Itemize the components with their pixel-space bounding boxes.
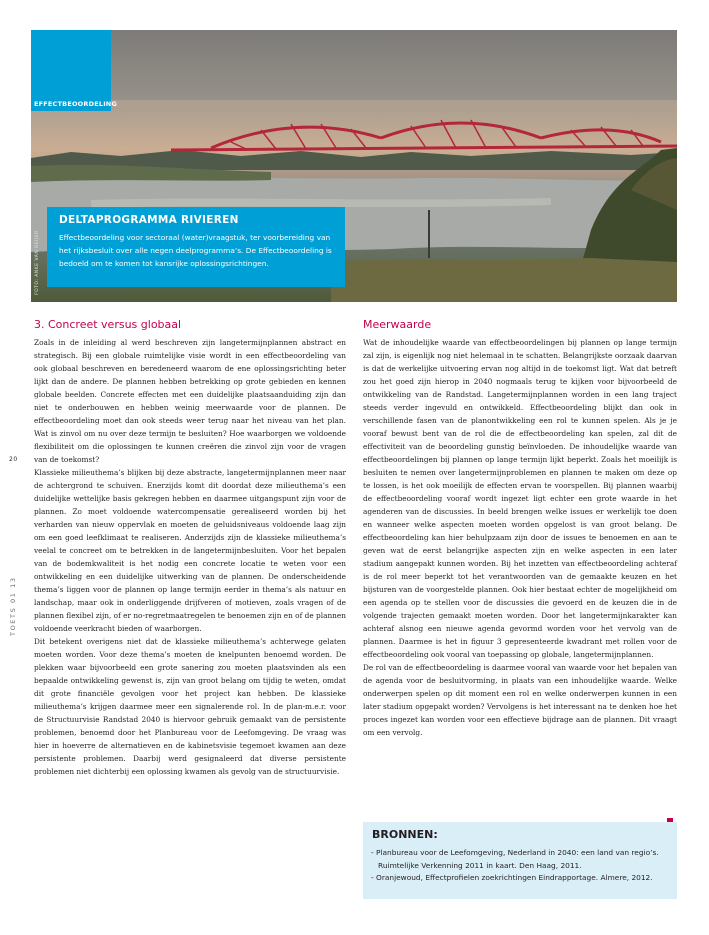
source-item: - Oranjewoud, Effectprofielen zoekrichtingen Eindrapportage. Almere, 2012. [371,873,653,882]
sources-list [371,847,673,885]
infobox-text [59,231,341,270]
right-column-body [363,336,677,739]
infobox-title: DELTAPROGRAMMA RIVIEREN [59,214,239,226]
infobox-line: bedoeld om te komen tot kansrijke oplossingsrichtingen. [59,259,269,268]
sources-box [363,822,677,899]
right-column-heading: Meerwaarde [363,318,432,331]
photo-credit-text: FOTO: ANKE VAN REIJER [35,230,40,295]
body-paragraph: De rol van de effectbeoordeling is daarmee vooral van waarde voor het bepalen van de agenda voor de besluitvorming, in plaats van een inhoudelijke waarde. Welke onderwerpen spelen op dit moment een rol en welke onderwerpen kunnen in een later stadium opgepakt worden? Vervolgens is het interessant na te denken hoe het proces ingezet kan worden voor een effectieve bijdrage aan de plannen. Dit vraagt om een vervolg. [363,663,677,737]
page-number: 20 [9,456,18,463]
infobox-line: het rijksbesluit over alle negen deelprogramma’s. De Effectbeoordeling is [59,246,332,255]
body-paragraph: Zoals in de inleiding al werd beschreven zijn langetermijnplannen abstract en strategisch. Bij een globale ruimtelijke visie wordt in een effectbeoordeling van ook globaal beschreven en beredeneerd waarom de ene oplossingsrichting beter lijkt dan de andere. De plannen hebben betrekking op grote gebieden en kennen globale beelden. Concrete effecten met een duidelijke plaatsaanduiding zijn dan niet te onderbouwen en hebben weinig meerwaarde voor de plannen. De effectbeoordeling moet dan ook steeds weer terug naar het niveau van het plan. Wat is zinvol om nu over deze termijn te besluiten? Hoe waarborgen we voldoende flexibiliteit om die oplossingen te kunnen creëren die zinvol zijn voor de vragen van de toekomst? [34,338,346,464]
body-paragraph: Dit betekent overigens niet dat de klassieke milieuthema’s achterwege gelaten moeten worden. Voor deze thema’s moeten de knelpunten benoemd worden. De plekken waar bijvoorbeeld een grote sanering zou moeten plaatsvinden als een bepaalde ontwikkeling gewenst is, zijn van groot belang om tijdig te weten, omdat dit grote financiële gevolgen voor het project kan hebben. De klassieke milieuthema’s krijgen daarmee meer een signalerende rol. In de plan-m.e.r. voor de Structuurvisie Randstad 2040 is hiervoor gebruik gemaakt van de persistente problemen, benoemd door het Planbureau voor de Leefomgeving. De vraag was hier in hoeverre de alternatieven en de kabinetsvisie tegemoet kwamen aan deze persistente problemen. Daarbij werd gesignaleerd dat diverse persistente problemen niet dichterbij een oplossing kwamen als gevolg van de structuurvisie. [34,637,346,776]
sources-title: BRONNEN: [372,828,438,841]
body-paragraph: Klassieke milieuthema’s blijken bij deze abstracte, langetermijnplannen meer naar de achtergrond te schuiven. Enerzijds komt dit doordat deze milieuthema’s een duidelijke wettelijke basis gekregen hebben en daarmee uitgangspunt zijn voor de plannen. Zo moet voldoende watercompensatie gerealiseerd worden bij het verharden van nieuw oppervlak en moeten de geluidsniveaus voldoende laag zijn om een goed leefklimaat te realiseren. Anderzijds zijn de klassieke milieuthema’s veelal te concreet om te betrekken in de langetermijnbesluiten. Voor het bepalen van de bodemkwaliteit is het nodig een concrete locatie te weten voor een ontwikkeling en een duidelijke uitwerking van de plannen. De onderscheidende thema’s liggen voor de plannen op lange termijn eerder in thema’s als natuur en landschap, maar ook in onderliggende drijfveren of motieven, zoals vragen of de plannen flexibel zijn, of er no-regretmaatregelen te benoemen zijn en of de plannen voldoende veerkracht bieden of waarborgen. [34,468,346,633]
section-tag-label: EFFECTBEOORDELING [34,100,117,108]
body-paragraph: Wat de inhoudelijke waarde van effectbeoordelingen bij plannen op lange termijn zal zijn, is eigenlijk nog niet helemaal in te schatten. Belangrijkste oorzaak daarvan is dat de werkelijke uitvoering ervan nog altijd in de toekomst ligt. Wat dat betreft zou het goed zijn hierop in 2040 nogmaals terug te kijken voor bijvoorbeeld de ontwikkeling van de Randstad. Langetermijnplannen worden in een lang traject steeds verder ingevuld en ontwikkeld. Effectbeoordeling blijkt dan ook in verschillende fasen van de planontwikkeling een rol te kunnen spelen. Als je je vooraf bewust bent van de rol die de effectbeoordeling kan spelen, zal dit de effectiviteit van de beoordeling gunstig beïnvloeden. De inhoudelijke waarde van effectbeoordelingen bij plannen op lange termijn lijkt beperkt. Zoals het moeilijk is besluiten te nemen over langetermijnproblemen en plannen te maken om deze op te lossen, is het ook moeilijk de effecten ervan te voorspellen. Bij plannen waarbij de effectbeoordeling vooraf wordt ingezet ligt echter een grote waarde in het agenderen van de discussies. In beeld brengen welke issues er werkelijk toe doen en wanneer welke aspecten moeten worden opgelost is van groot belang. De effectbeoordeling kan hier behulpzaam zijn door de issues te benoemen en aan te geven wat de eerst belangrijke aspecten zijn en welke aspecten in een later stadium aangepakt kunnen worden. Bij het inzetten van effectbeoordeling achteraf is de rol meer beperkt tot het verantwoorden van de gemaakte keuzen en het bijsturen van de voorgestelde plannen. Ook hier bestaat echter de mogelijkheid om een agenda op te stellen voor de discussies die gevoerd en de keuzen die in de volgende trajecten gemaakt moeten worden. Door het langetermijnkarakter kan achteraf alsnog een nieuwe agenda gevormd worden voor het vervolg van de plannen. Daarmee is het in figuur 3 gepresenteerde kwadrant met rollen voor de effectbeoordeling ook vooral van toepassing op globale, langetermijnplannen. [363,338,677,659]
running-footer-text: TOETS 01 13 [9,576,17,636]
source-item: - Planbureau voor de Leefomgeving, Nederland in 2040: een land van regio’s. [371,848,659,857]
source-item: Ruimtelijke Verkenning 2011 in kaart. Den Haag, 2011. [371,860,582,870]
section-tag [31,30,117,111]
photo-credit [32,210,42,295]
deltaprogramma-infobox [47,207,345,287]
left-column-heading: 3. Concreet versus globaal [34,318,182,331]
running-footer [10,576,18,636]
left-column-body [34,336,346,778]
infobox-line: Effectbeoordeling voor sectoraal (water)vraagstuk, ter voorbereiding van [59,233,331,242]
